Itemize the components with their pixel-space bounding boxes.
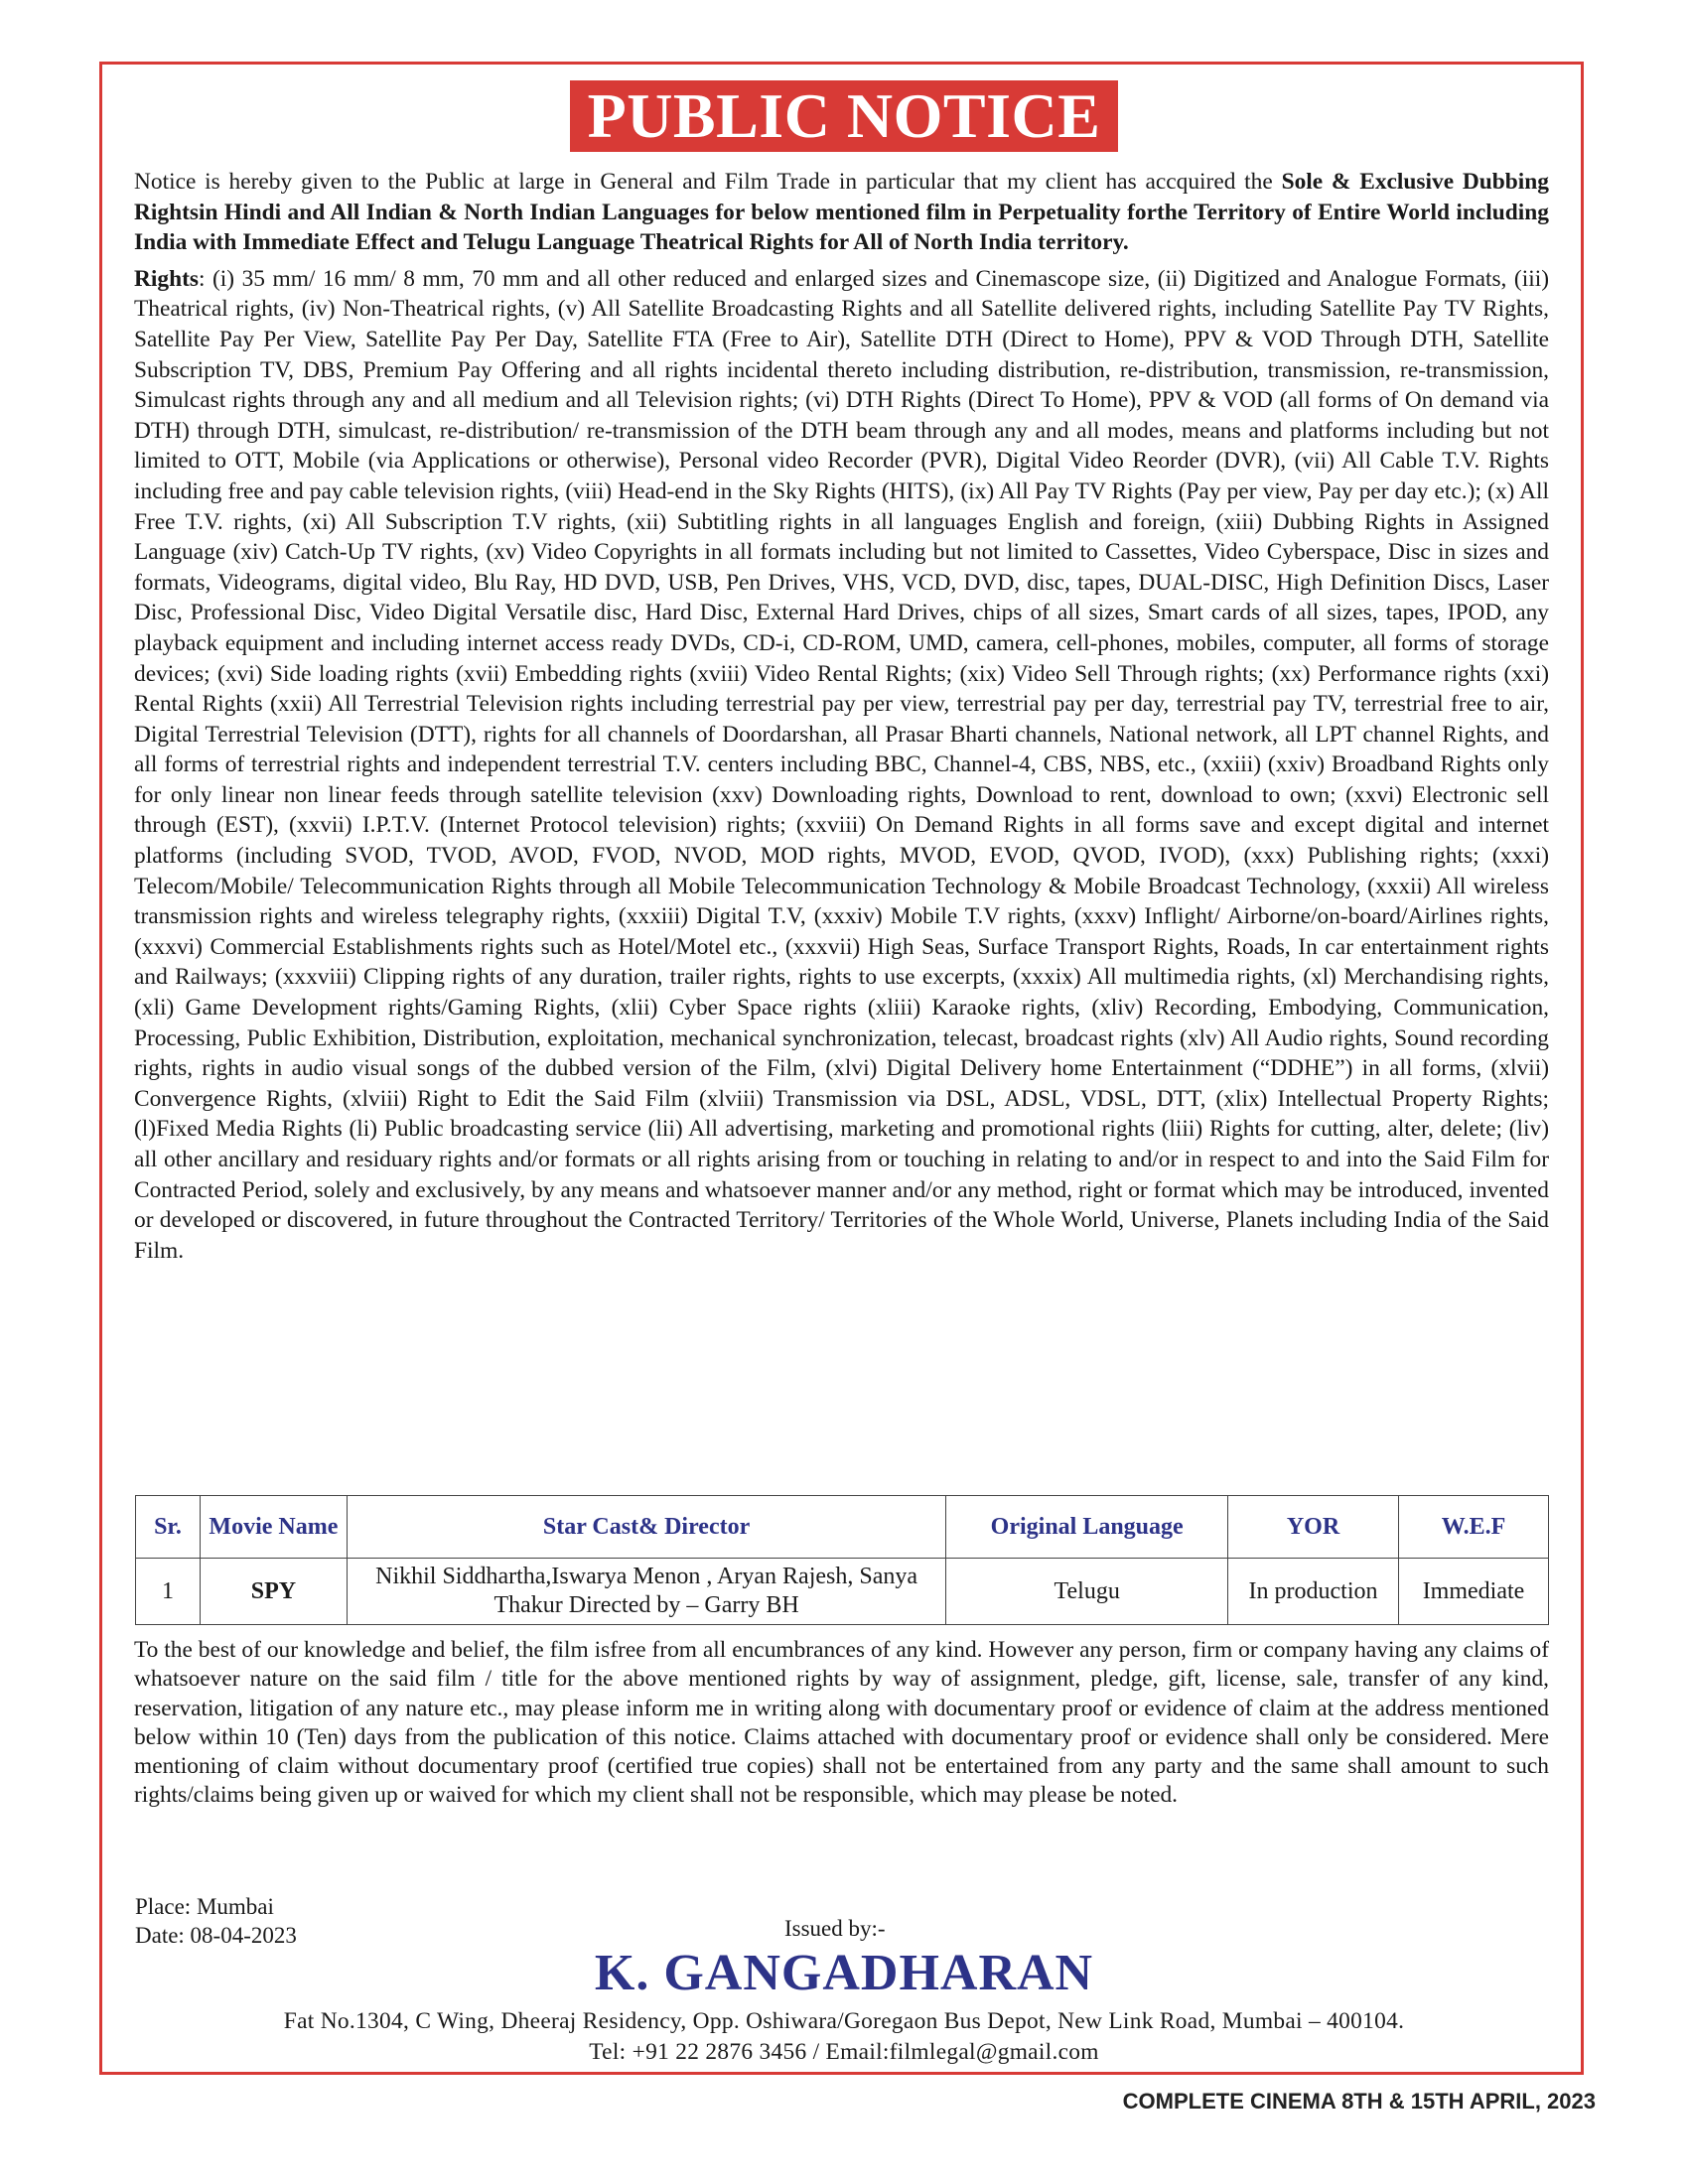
header-cast-director: Star Cast& Director [347, 1496, 945, 1559]
cell-sr: 1 [136, 1559, 201, 1625]
notice-body [134, 167, 1549, 1272]
issuer-address: Fat No.1304, C Wing, Dheeraj Residency, Opp. Oshiwara/Goregaon Bus Depot, New Link Road, Mumbai – 400104. [283, 2008, 1405, 2034]
header-yor: YOR [1228, 1496, 1399, 1559]
table-header-row [136, 1496, 1549, 1559]
header-language: Original Language [946, 1496, 1228, 1559]
intro-bold: Sole & Exclusive Dubbing Rightsin Hindi and All Indian & North Indian Languages for below mentioned film in Perpetuality forthe Territory of Entire World including India with Immediate Effect and Telugu Language Theatrical Rights for All of North India territory. [134, 169, 1549, 256]
cell-yor: In production [1228, 1559, 1399, 1625]
header-wef: W.E.F [1399, 1496, 1549, 1559]
intro-paragraph [134, 167, 1549, 258]
issued-by-label: Issued by:- [784, 1916, 886, 1941]
rights-label: Rights [134, 265, 199, 292]
publication-footer: COMPLETE CINEMA 8TH & 15TH APRIL, 2023 [1122, 2089, 1596, 2114]
issuer-contact: Tel: +91 22 2876 3456 / Email:filmlegal@gmail.com [589, 2039, 1099, 2065]
title-block [0, 80, 1688, 152]
header-movie-name: Movie Name [200, 1496, 347, 1559]
cell-wef: Immediate [1399, 1559, 1549, 1625]
place-text: Place: Mumbai [135, 1894, 274, 1919]
date-text: Date: 08-04-2023 [135, 1923, 297, 1948]
closing-paragraph: To the best of our knowledge and belief, the film isfree from all encumbrances of any kind. However any person, firm or company having any claims of whatsoever nature on the said film / title for the above mentioned rights by way of assignment, pledge, gift, license, sale, transfer of any kind, reservation, litigation of any nature etc., may please inform me in writing along with documentary proof or evidence of claim at the address mentioned below within 10 (Ten) days from the publication of this notice. Claims attached with documentary proof or evidence shall only be considered. Mere mentioning of claim without documentary proof (certified true copies) shall not be entertained from any party and the same shall amount to such rights/claims being given up or waived for which my client shall not be responsible, which may please be noted. [134, 1637, 1549, 1809]
cell-cast: Nikhil Siddhartha,Iswarya Menon , Aryan Rajesh, Sanya Thakur Directed by – Garry BH [347, 1559, 945, 1625]
notice-title: PUBLIC NOTICE [570, 80, 1119, 152]
rights-text: : (i) 35 mm/ 16 mm/ 8 mm, 70 mm and all other reduced and enlarged sizes and Cinemascope size, (ii) Digitized and Analogue Formats, (iii) Theatrical rights, (iv) Non-Theatrical rights, (v) All Satellite Broadcasting Rights and all Satellite delivered rights, including Satellite Pay TV Rights, Satellite Pay Per View, Satellite Pay Per Day, Satellite FTA (Free to Air), Satellite DTH (Direct to Home), PPV & VOD Through DTH, Satellite Subscription TV, DBS, Premium Pay Offering and all rights incidental thereto including distribution, re-distribution, transmission, re-transmission, Simulcast rights through any and all medium and all Television rights; (vi) DTH Rights (Direct To Home), PPV & VOD (all forms of On demand via DTH) through DTH, simulcast, re-distribution/ re-transmission of the DTH beam through any and all modes, means and platforms including but not limited to OTT, Mobile (via Applications or otherwise), Personal video Recorder (PVR), Digital Video Reorder (DVR), (vii) All Cable T.V. Rights including free and pay cable television rights, (viii) Head-end in the Sky Rights (HITS), (ix) All Pay TV Rights (Pay per view, Pay per day etc.); (x) All Free T.V. rights, (xi) All Subscription T.V rights, (xii) Subtitling rights in all languages English and foreign, (xiii) Dubbing Rights in Assigned Language (xiv) Catch-Up TV rights, (xv) Video Copyrights in all formats including but not limited to Cassettes, Video Cyberspace, Disc in sizes and formats, Videograms, digital video, Blu Ray, HD DVD, USB, Pen Drives, VHS, VCD, DVD, disc, tapes, DUAL-DISC, High Definition Discs, Laser Disc, Professional Disc, Video Digital Versatile disc, Hard Disc, External Hard Drives, chips of all sizes, Smart cards of all sizes, tapes, IPOD, any playback equipment and including internet access ready DVDs, CD-i, CD-ROM, UMD, camera, cell-phones, mobiles, computer, all forms of storage devices; (xvi) Side loading rights (xvii) Embedding rights (xviii) Video Rental Rights; (xix) Video Sell Through rights; (xx) Performance rights (xxi) Rental Rights (xxii) All Terrestrial Television rights including terrestrial pay per view, terrestrial pay per day, terrestrial pay TV, terrestrial free to air, Digital Terrestrial Television (DTT), rights for all channels of Doordarshan, all Prasar Bharti channels, National network, all LPT channel Rights, and all forms of terrestrial rights and independent terrestrial T.V. centers including BBC, Channel-4, CBS, NBS, etc., (xxiii) (xxiv) Broadband Rights only for only linear non linear feeds through satellite television (xxv) Downloading rights, Download to rent, download to own; (xxvi) Electronic sell through (EST), (xxvii) I.P.T.V. (Internet Protocol television) rights; (xxviii) On Demand Rights in all forms save and except digital and internet platforms (including SVOD, TVOD, AVOD, FVOD, NVOD, MOD rights, MVOD, EVOD, QVOD, IVOD), (xxx) Publishing rights; (xxxi) Telecom/Mobile/ Telecommunication Rights through all Mobile Telecommunication Technology & Mobile Broadcast Technology, (xxxii) All wireless transmission rights and wireless telegraphy rights, (xxxiii) Digital T.V, (xxxiv) Mobile T.V rights, (xxxv) Inflight/ Airborne/on-board/Airlines rights, (xxxvi) Commercial Establishments rights such as Hotel/Motel etc., (xxxvii) High Seas, Surface Transport Rights, Roads, In car entertainment rights and Railways; (xxxviii) Clipping rights of any duration, trailer rights, rights to use excerpts, (xxxix) All multimedia rights, (xl) Merchandising rights, (xli) Game Development rights/Gaming Rights, (xlii) Cyber Space rights (xliii) Karaoke rights, (xliv) Recording, Embodying, Communication, Processing, Public Exhibition, Distribution, exploitation, mechanical synchronization, telecast, broadcast rights (xlv) All Audio rights, Sound recording rights, rights in audio visual songs of the dubbed version of the Film, (xlvi) Digital Delivery home Entertainment (“DDHE”) in all forms, (xlvii) Convergence Rights, (xlviii) Right to Edit the Said Film (xlviii) Transmission via DSL, ADSL, VDSL, DTT, (xlix) Intellectual Property Rights; (l)Fixed Media Rights (li) Public broadcasting service (lii) All advertising, marketing and promotional rights (liii) Rights for cutting, alter, delete; (liv) all other ancillary and residuary rights and/or formats or all rights arising from or touching in relating to and/or in respect to and into the Said Film for Contracted Period, solely and exclusively, by any means and whatsoever manner and/or any method, right or format which may be introduced, invented or developed or discovered, in future throughout the Contracted Territory/ Territories of the Whole World, Universe, Planets including India of the Said Film. [134, 265, 1549, 1264]
rights-paragraph [134, 264, 1549, 1267]
issuer-address-block [0, 2006, 1688, 2068]
place-date-block [135, 1892, 297, 1950]
table-row [136, 1559, 1549, 1625]
header-sr: Sr. [136, 1496, 201, 1559]
intro-lead: Notice is hereby given to the Public at large in General and Film Trade in particular that my client has accquired the [134, 169, 1282, 195]
issuer-name: K. GANGADHARAN [594, 1945, 1094, 2001]
film-table [135, 1495, 1549, 1625]
cell-language: Telugu [946, 1559, 1228, 1625]
cell-movie: SPY [200, 1559, 347, 1625]
